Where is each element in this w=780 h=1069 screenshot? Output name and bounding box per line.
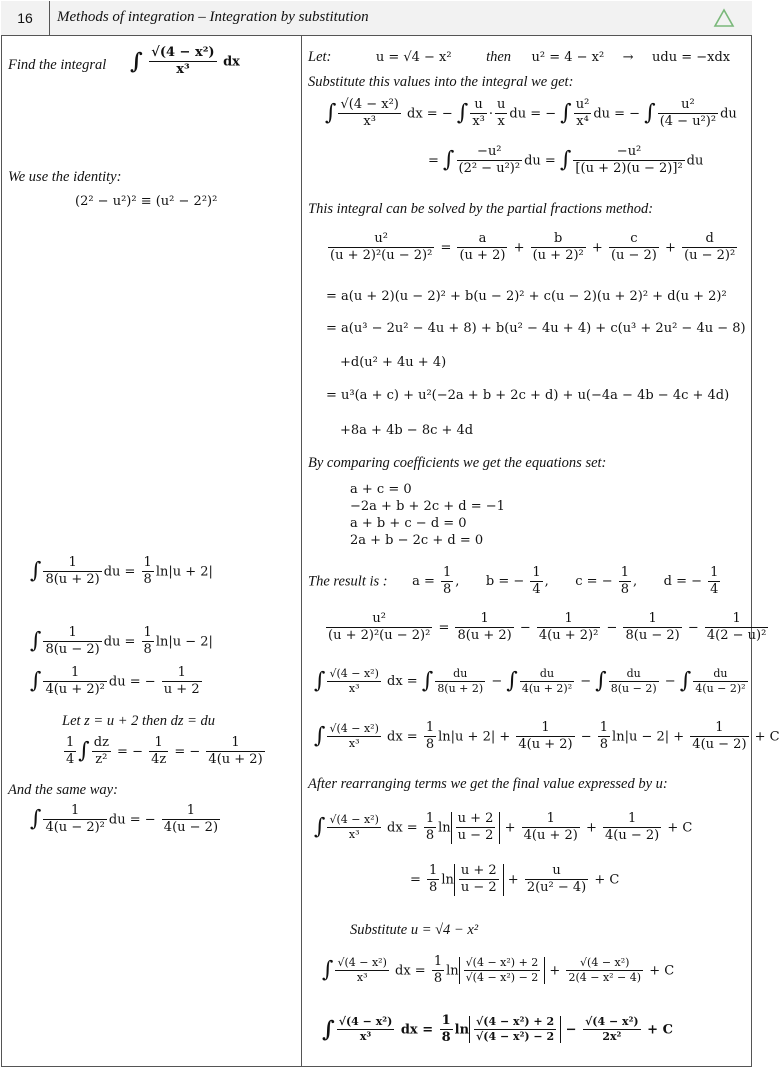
integral-result-u: ∫ $\frac{\text{√(4 − x²)}}{\text{x³}}$ dx = $\frac{1}{8}$ ln|u + 2| + $\frac{1}{4(u + 2)}$ − $\frac{1}{8}$ ln|u − 2| + $\frac{1}{4(u - 2)}$ + C	[314, 720, 780, 753]
problem-integral: ∫ $\frac{\text{√(4 − x²)}}{\text{x³}}$ dx	[130, 45, 240, 78]
left-integral-5: ∫ $\frac{1}{\text{4(u − 2)²}}$ du = − $\frac{1}{4(u - 2)}$	[30, 803, 219, 836]
equation-1: a + c = 0	[350, 482, 412, 497]
header-bar	[1, 1, 752, 36]
section-title: Methods of integration – Integration by substitution	[57, 9, 369, 25]
substitute-back: Substitute u = √4 − x²	[350, 922, 479, 938]
left-integral-1: ∫ $\frac{1}{8(u + 2)}$ du = $\frac{1}{8}$ ln|u + 2|	[30, 555, 213, 588]
rearranged-2: = $\frac{1}{8}$ ln $\frac{u + 2}{u - 2}$ + $\frac{u}{\text{2(u² − 4)}}$ + C	[410, 863, 620, 896]
same-way-label: And the same way:	[8, 782, 118, 798]
equation-2: −2a + b + 2c + d = −1	[350, 499, 505, 514]
find-label: Find the integral	[8, 57, 107, 73]
rearranged-1: ∫ $\frac{\text{√(4 − x²)}}{\text{x³}}$ dx = $\frac{1}{8}$ ln $\frac{u + 2}{u - 2}$ + $\frac{1}{4(u + 2)}$ + $\frac{1}{4(u - 2)}$ + C	[314, 811, 693, 844]
compare-label: By comparing coefficients we get the equations set:	[308, 455, 607, 471]
expand-2: = a(u³ − 2u² − 4u + 8) + b(u² − 4u + 4) + c(u³ + 2u² − 4u − 8)	[326, 321, 746, 336]
column-divider	[301, 36, 302, 1067]
final-step-1: ∫ $\frac{\text{√(4 − x²)}}{\text{x³}}$ dx = $\frac{1}{8}$ ln $\frac{\text{√(4 − x²) + 2}}{\text{√(4 − x²) − 2}}$ + $\frac{\text{√(4 − x²)}}{\text{2(4 − x² − 4)}}$ + C	[322, 954, 675, 987]
identity-formula: (2² − u²)² ≡ (u² − 2²)²	[75, 194, 218, 209]
equation-set	[350, 481, 505, 549]
expand-5: +8a + 4b − 8c + 4d	[340, 423, 474, 438]
rearrange-label: After rearranging terms we get the final value expressed by u:	[308, 776, 668, 792]
substitution-step-2: = ∫ $\frac{\text{−u²}}{\text{(2² − u²)²}}$ du = ∫ $\frac{\text{−u²}}{\text{[(u + 2)(u − 2)]²}}$ du	[428, 144, 704, 177]
left-integral-4: $\frac{1}{4}$ ∫ $\frac{dz}{\text{z²}}$ = − $\frac{1}{4z}$ = − $\frac{1}{4(u + 2)}$	[66, 735, 263, 768]
section-number: 16	[1, 1, 50, 35]
let-line: Let: u = √4 − x² then u² = 4 − x² → udu = −xdx	[308, 49, 731, 65]
equation-4: 2a + b − 2c + d = 0	[350, 533, 484, 548]
left-integral-3: ∫ $\frac{1}{\text{4(u + 2)²}}$ du = − $\frac{1}{u + 2}$	[30, 665, 200, 698]
expand-3: +d(u² + 4u + 4)	[340, 355, 447, 370]
decomposition: $\frac{\text{u²}}{\text{(u + 2)²(u − 2)²}}$ = $\frac{1}{8(u + 2)}$ − $\frac{1}{\text{4(u + 2)²}}$ − $\frac{1}{8(u - 2)}$ − $\frac{1}{\text{4(2 − u)²}}$	[328, 611, 767, 644]
int1-rhs: ln|u + 2|	[155, 564, 213, 580]
equation-3: a + b + c − d = 0	[350, 516, 467, 531]
substitute-label: Substitute this values into the integral we get:	[308, 74, 574, 90]
final-answer: ∫ $\frac{\text{√(4 − x²)}}{\text{x³}}$ dx = $\frac{1}{8}$ ln $\frac{\text{√(4 − x²) + 2}}{\text{√(4 − x²) − 2}}$ − $\frac{\text{√(4 − x²)}}{\text{2x²}}$ + C	[322, 1013, 673, 1046]
expand-4: = u³(a + c) + u²(−2a + b + 2c + d) + u(−4a − 4b − 4c + 4d)	[326, 388, 730, 403]
result-line: The result is : a = $\frac{1}{8}$ , b = − $\frac{1}{4}$ , c = − $\frac{1}{8}$ , d = − $\frac{1}{4}$	[308, 565, 719, 598]
expand-1: = a(u + 2)(u − 2)² + b(u − 2)² + c(u − 2)(u + 2)² + d(u + 2)²	[326, 289, 727, 304]
triangle-up-icon[interactable]	[714, 9, 734, 27]
substitution-step-1: ∫ $\frac{\text{√(4 − x²)}}{\text{x³}}$ dx = − ∫ $\frac{u}{\text{x³}}$ · $\frac{u}{x}$ du = − ∫ $\frac{\text{u²}}{\text{x⁴}}$ du = − ∫ $\frac{\text{u²}}{\text{(4 − u²)²}}$ du	[325, 97, 737, 130]
let-z-line: Let z = u + 2 then dz = du	[62, 713, 216, 729]
partial-fraction-form: $\frac{\text{u²}}{\text{(u + 2)²(u − 2)²}}$ = $\frac{a}{(u + 2)}$ + $\frac{b}{\text{(u + 2)²}}$ + $\frac{c}{(u - 2)}$ + $\frac{d}{\text{(u − 2)²}}$	[330, 231, 736, 264]
partial-label: This integral can be solved by the partial fractions method:	[308, 201, 654, 217]
integral-split: ∫ $\frac{\text{√(4 − x²)}}{\text{x³}}$ dx = ∫ $\frac{du}{8(u + 2)}$ − ∫ $\frac{du}{\text{4(u + 2)²}}$ − ∫ $\frac{du}{8(u - 2)}$ − ∫ $\frac{du}{\text{4(u − 2)²}}$	[314, 667, 746, 696]
left-integral-2: ∫ $\frac{1}{8(u - 2)}$ du = $\frac{1}{8}$ ln|u − 2|	[30, 625, 213, 658]
int2-rhs: ln|u − 2|	[155, 634, 213, 650]
identity-label: We use the identity:	[8, 169, 122, 185]
